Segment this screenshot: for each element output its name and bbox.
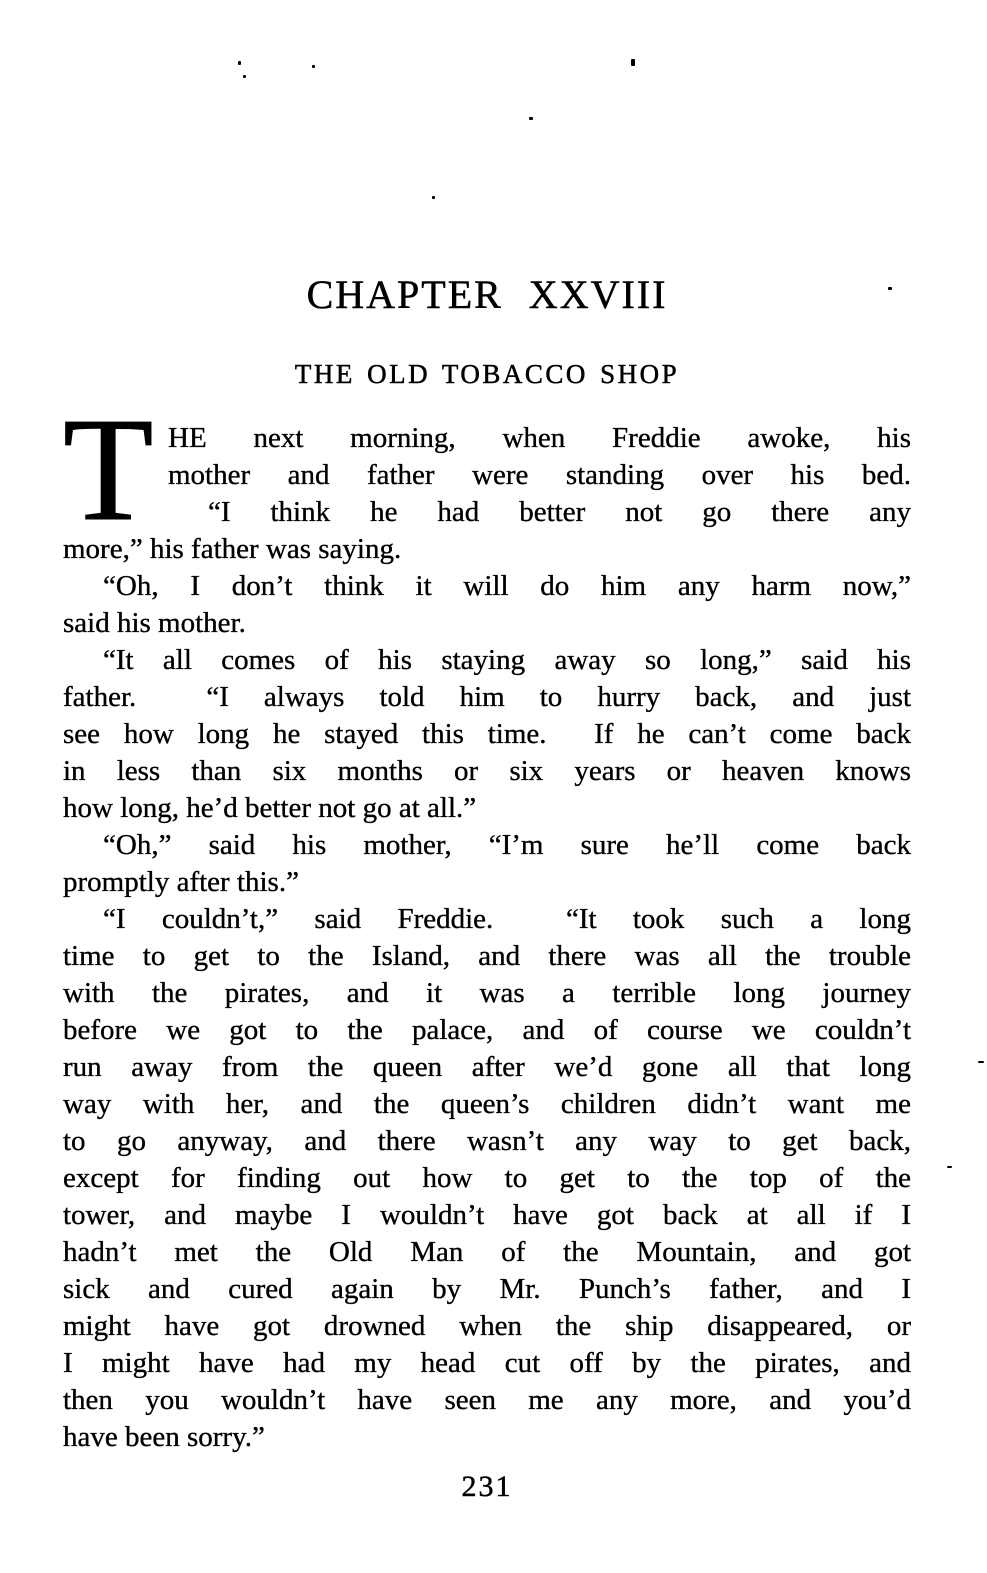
scan-speck (529, 117, 533, 120)
text-line: promptly after this.” (63, 866, 299, 898)
text-line: except for finding out how to get to the top of the (63, 1162, 911, 1194)
scan-speck (243, 75, 246, 78)
scan-speck (888, 287, 892, 290)
text-line: might have got drowned when the ship disappeared, or (63, 1310, 911, 1342)
paragraph (63, 642, 911, 827)
paragraph (63, 901, 911, 1456)
text-line: sick and cured again by Mr. Punch’s father, and I (63, 1273, 911, 1305)
text-line: see how long he stayed this time. If he can’t come back (63, 718, 911, 750)
text-line: with the pirates, and it was a terrible long journey (63, 977, 911, 1009)
text-line: time to get to the Island, and there was all the trouble (63, 940, 911, 972)
scan-speck (947, 1166, 952, 1168)
text-line: “I think he had better not go there any (208, 496, 911, 528)
text-line: in less than six months or six years or heaven knows (63, 755, 911, 787)
text-line: father. “I always told him to hurry back, and just (63, 681, 911, 713)
text-line: run away from the queen after we’d gone all that long (63, 1051, 911, 1083)
text-line: to go anyway, and there wasn’t any way to get back, (63, 1125, 911, 1157)
drop-cap: T (63, 388, 154, 552)
text-line: said his mother. (63, 607, 246, 639)
text-line: “Oh,” said his mother, “I’m sure he’ll come back (103, 829, 911, 861)
text-line: hadn’t met the Old Man of the Mountain, and got (63, 1236, 911, 1268)
text-line: HE next morning, when Freddie awoke, his (168, 422, 911, 454)
text-line: way with her, and the queen’s children didn’t want me (63, 1088, 911, 1120)
text-line: “It all comes of his staying away so long,” said his (103, 644, 911, 676)
paragraph (63, 568, 911, 642)
body-text (63, 388, 911, 1456)
text-line: tower, and maybe I wouldn’t have got back at all if I (63, 1199, 911, 1231)
page-number: 231 (461, 1470, 513, 1503)
scan-speck (238, 61, 241, 65)
chapter-heading: CHAPTER XXVIII (306, 272, 668, 317)
text-line: “Oh, I don’t think it will do him any harm now,” (103, 570, 911, 602)
scan-speck (978, 1061, 984, 1063)
text-line: have been sorry.” (63, 1421, 265, 1453)
text-line: then you wouldn’t have seen me any more, and you’d (63, 1384, 911, 1416)
scan-speck (631, 59, 635, 66)
paragraph (63, 420, 911, 494)
scan-speck (432, 196, 435, 199)
paragraph (63, 827, 911, 901)
section-title: THE OLD TOBACCO SHOP (294, 359, 680, 389)
text-line: I might have had my head cut off by the pirates, and (63, 1347, 911, 1379)
text-line: more,” his father was saying. (63, 533, 402, 565)
paragraph (63, 494, 911, 568)
text-line: “I couldn’t,” said Freddie. “It took such a long (103, 903, 911, 935)
page-content (63, 0, 911, 1504)
scan-speck (312, 65, 315, 68)
text-line: before we got to the palace, and of course we couldn’t (63, 1014, 911, 1046)
text-line: how long, he’d better not go at all.” (63, 792, 477, 824)
text-line: mother and father were standing over his bed. (168, 459, 911, 491)
